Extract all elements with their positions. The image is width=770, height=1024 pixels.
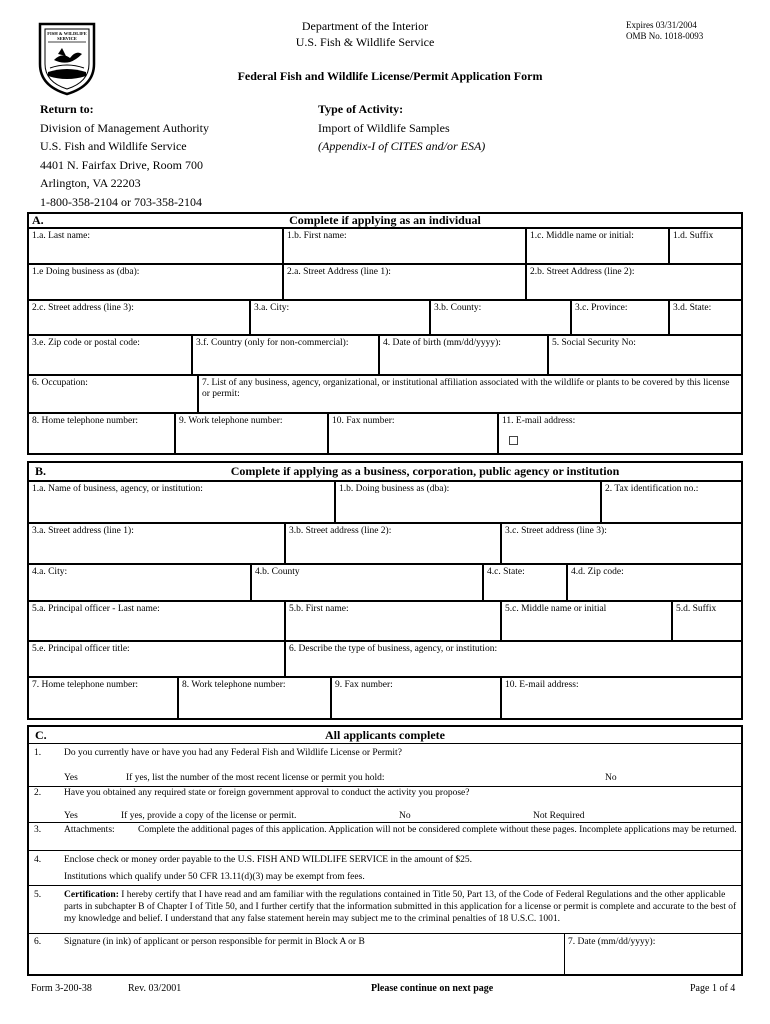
dept-line-2: U.S. Fish & Wildlife Service — [295, 35, 435, 49]
b-city-field[interactable] — [28, 564, 251, 601]
return-line: 4401 N. Fairfax Drive, Room 700 — [40, 157, 203, 172]
b-street-2-field[interactable] — [285, 523, 501, 564]
a-last-name-field[interactable] — [28, 228, 283, 264]
section-a-header — [28, 213, 742, 228]
field-label: 1.d. Suffix — [673, 231, 714, 241]
field-label: 2.b. Street Address (line 2): — [530, 267, 635, 277]
q5-number: 5. — [34, 890, 42, 900]
field-label: 4. Date of birth (mm/dd/yyyy): — [383, 338, 501, 348]
revision-date: Rev. 03/2001 — [128, 983, 182, 994]
c-question-6 — [28, 933, 742, 975]
a-zip-field[interactable] — [28, 335, 192, 375]
b-street-1-field[interactable] — [28, 523, 285, 564]
certification-text: I hereby certify that I have read and am familiar with the regulations contained in Title 50, Part 13, of the Code of Federal Regulations and the other applicable parts in subchapter B of Chapter I of Title 50, and I further certify that the information submitted in this application for a license or permit is complete and accurate to the best of my knowledge and belief. I understand that any false statement herein may subject me to the criminal penalties of 18 U.S.C. 1001. — [64, 890, 737, 924]
q2-no-option[interactable]: No — [399, 811, 411, 821]
section-c-letter: C. — [35, 728, 47, 742]
q1-text: Do you currently have or have you had any Federal Fish and Wildlife License or Permit? — [64, 748, 402, 758]
field-label: 5.d. Suffix — [676, 604, 717, 614]
field-label: 1.e Doing business as (dba): — [32, 267, 140, 277]
b-home-phone-field[interactable] — [28, 677, 178, 719]
b-zip-field[interactable] — [567, 564, 742, 601]
logo-text: FISH & WILDLIFE SERVICE — [47, 31, 87, 41]
page-number: Page 1 of 4 — [690, 983, 736, 994]
return-line: 1-800-358-2104 or 703-358-2104 — [40, 194, 202, 209]
q1-yes-option[interactable]: Yes — [64, 773, 78, 783]
field-label: 6. Occupation: — [32, 378, 88, 388]
field-label: 4.d. Zip code: — [571, 567, 624, 577]
activity-block — [318, 100, 485, 156]
a-suffix-field[interactable] — [669, 228, 742, 264]
field-label: 4.c. State: — [487, 567, 525, 577]
c-question-4 — [28, 850, 742, 886]
q2-text: Have you obtained any required state or foreign government approval to conduct the activity you propose? — [64, 788, 470, 798]
field-label: 5.a. Principal officer - Last name: — [32, 604, 160, 614]
a-ssn-field[interactable] — [548, 335, 742, 375]
expires-date: Expires 03/31/2004 — [626, 20, 697, 30]
field-label: 6. Describe the type of business, agency, or institution: — [289, 644, 498, 654]
q4-number: 4. — [34, 855, 42, 865]
c-question-5 — [28, 885, 742, 934]
field-label: 3.f. Country (only for non-commercial): — [196, 338, 349, 348]
c-question-1 — [28, 744, 742, 787]
field-label: 3.a. Street address (line 1): — [32, 526, 134, 536]
field-label: 8. Work telephone number: — [182, 680, 286, 690]
b-officer-middle-field[interactable] — [501, 601, 672, 641]
b-business-name-field[interactable] — [28, 481, 335, 523]
activity-appendix: (Appendix-I of CITES and/or ESA) — [318, 139, 486, 153]
q1-license-number[interactable]: If yes, list the number of the most recent license or permit you hold: — [126, 773, 385, 783]
b-officer-last-name-field[interactable] — [28, 601, 285, 641]
b-fax-field[interactable] — [331, 677, 501, 719]
field-label: 1.a. Last name: — [32, 231, 91, 241]
field-label: 3.d. State: — [673, 303, 712, 313]
b-work-phone-field[interactable] — [178, 677, 331, 719]
field-label: 2.c. Street address (line 3): — [32, 303, 134, 313]
q3-label: Attachments: — [64, 825, 115, 835]
section-b-header — [28, 462, 742, 481]
a-home-phone-field[interactable] — [28, 413, 175, 454]
field-label: 1.c. Middle name or initial: — [530, 231, 634, 241]
q4-text: Enclose check or money order payable to the U.S. FISH AND WILDLIFE SERVICE in the amount of $25. — [64, 855, 473, 865]
b-email-field[interactable] — [501, 677, 742, 719]
field-label: 5.e. Principal officer title: — [32, 644, 130, 654]
q1-no-option[interactable]: No — [605, 773, 617, 783]
field-label: 3.b. Street address (line 2): — [289, 526, 392, 536]
a-fax-field[interactable] — [328, 413, 498, 454]
a-affiliation-field[interactable] — [198, 375, 742, 413]
return-line: Arlington, VA 22203 — [40, 176, 141, 190]
c-question-2 — [28, 786, 742, 823]
a-province-field[interactable] — [571, 300, 669, 335]
field-label: 7. List of any business, agency, organizational, or institutional affiliation associated with the wildlife or plants to be covered by this license or permit: — [202, 378, 730, 399]
a-first-name-field[interactable] — [283, 228, 526, 264]
q2-yes-option[interactable]: Yes — [64, 811, 78, 821]
section-b-title: Complete if applying as a business, corporation, public agency or institution — [230, 464, 620, 478]
section-c-title: All applicants complete — [325, 728, 445, 742]
return-to-label: Return to: — [40, 102, 94, 116]
b-state-field[interactable] — [483, 564, 567, 601]
a-street-3-field[interactable] — [28, 300, 250, 335]
field-label: 9. Work telephone number: — [179, 416, 283, 426]
return-to-block — [40, 100, 209, 211]
section-a-letter: A. — [32, 213, 44, 227]
form-number: Form 3-200-38 — [31, 983, 92, 994]
field-label: 3.b. County: — [434, 303, 482, 313]
field-label: 5. Social Security No: — [552, 338, 636, 348]
c-question-3 — [28, 822, 742, 851]
activity-label: Type of Activity: — [318, 102, 404, 116]
field-label: 3.e. Zip code or postal code: — [32, 338, 140, 348]
department-name — [240, 18, 490, 50]
a-middle-name-field[interactable] — [526, 228, 669, 264]
q3-number: 3. — [34, 825, 42, 835]
field-label: 1.b. First name: — [287, 231, 347, 241]
a-street-1-field[interactable] — [283, 264, 526, 300]
field-label: 2.a. Street Address (line 1): — [287, 267, 391, 277]
field-label: 10. E-mail address: — [505, 680, 579, 690]
date-label: 7. Date (mm/dd/yyyy): — [568, 937, 656, 947]
q2-instruction: If yes, provide a copy of the license or permit. — [121, 811, 297, 821]
field-label: 5.b. First name: — [289, 604, 349, 614]
certification-label: Certification: — [64, 890, 119, 900]
field-label: 9. Fax number: — [335, 680, 393, 690]
field-label: 5.c. Middle name or initial — [505, 604, 607, 614]
b-tax-id-field[interactable] — [601, 481, 742, 523]
field-label: 1.b. Doing business as (dba): — [339, 484, 450, 494]
omb-number: OMB No. 1018-0093 — [626, 31, 704, 41]
a-city-field[interactable] — [250, 300, 430, 335]
q6-number: 6. — [34, 937, 42, 947]
a-occupation-field[interactable] — [28, 375, 198, 413]
signature-label: Signature (in ink) of applicant or person responsible for permit in Block A or B — [64, 937, 365, 947]
a-county-field[interactable] — [430, 300, 571, 335]
section-b-letter: B. — [35, 464, 47, 478]
b-officer-title-field[interactable] — [28, 641, 285, 677]
return-line: U.S. Fish and Wildlife Service — [40, 139, 187, 153]
email-checkbox[interactable] — [509, 436, 518, 449]
activity-type: Import of Wildlife Samples — [318, 120, 450, 135]
field-label: 2. Tax identification no.: — [605, 484, 699, 494]
field-label: 1.a. Name of business, agency, or institution: — [32, 484, 203, 494]
expiration-info — [626, 20, 703, 42]
field-label: 3.c. Province: — [575, 303, 628, 313]
b-officer-suffix-field[interactable] — [672, 601, 742, 641]
a-dob-field[interactable] — [379, 335, 548, 375]
a-street-2-field[interactable] — [526, 264, 742, 300]
section-a-title: Complete if applying as an individual — [289, 213, 481, 227]
field-label: 4.b. County — [255, 567, 300, 577]
q1-number: 1. — [34, 748, 42, 758]
return-line: Division of Management Authority — [40, 120, 209, 135]
field-label: 3.a. City: — [254, 303, 290, 313]
field-label: 4.a. City: — [32, 567, 68, 577]
b-dba-field[interactable] — [335, 481, 601, 523]
field-label: 7. Home telephone number: — [32, 680, 139, 690]
a-state-field[interactable] — [669, 300, 742, 335]
a-email-field[interactable] — [498, 413, 742, 454]
q2-number: 2. — [34, 788, 42, 798]
field-label: 3.c. Street address (line 3): — [505, 526, 607, 536]
a-country-field[interactable] — [192, 335, 379, 375]
field-label: 11. E-mail address: — [502, 416, 576, 426]
b-street-3-field[interactable] — [501, 523, 742, 564]
signature-field[interactable] — [28, 933, 565, 975]
field-label: 10. Fax number: — [332, 416, 395, 426]
a-work-phone-field[interactable] — [175, 413, 328, 454]
continue-note: Please continue on next page — [371, 983, 494, 994]
q3-text: Complete the additional pages of this application. Application will not be considered complete without these pages. Incomplete applications may be returned. — [138, 825, 737, 835]
a-dba-field[interactable] — [28, 264, 283, 300]
b-business-type-field[interactable] — [285, 641, 742, 677]
q2-not-required-option[interactable]: Not Required — [533, 811, 585, 821]
q4-exemption-text: Institutions which qualify under 50 CFR 13.11(d)(3) may be exempt from fees. — [64, 872, 365, 882]
field-label: 8. Home telephone number: — [32, 416, 139, 426]
signature-date-field[interactable] — [564, 933, 742, 975]
b-county-field[interactable] — [251, 564, 483, 601]
b-officer-first-name-field[interactable] — [285, 601, 501, 641]
dept-line-1: Department of the Interior — [301, 19, 429, 33]
section-c-header — [28, 726, 742, 744]
certification-block — [64, 889, 739, 925]
form-title: Federal Fish and Wildlife License/Permit Application Form — [237, 69, 543, 83]
